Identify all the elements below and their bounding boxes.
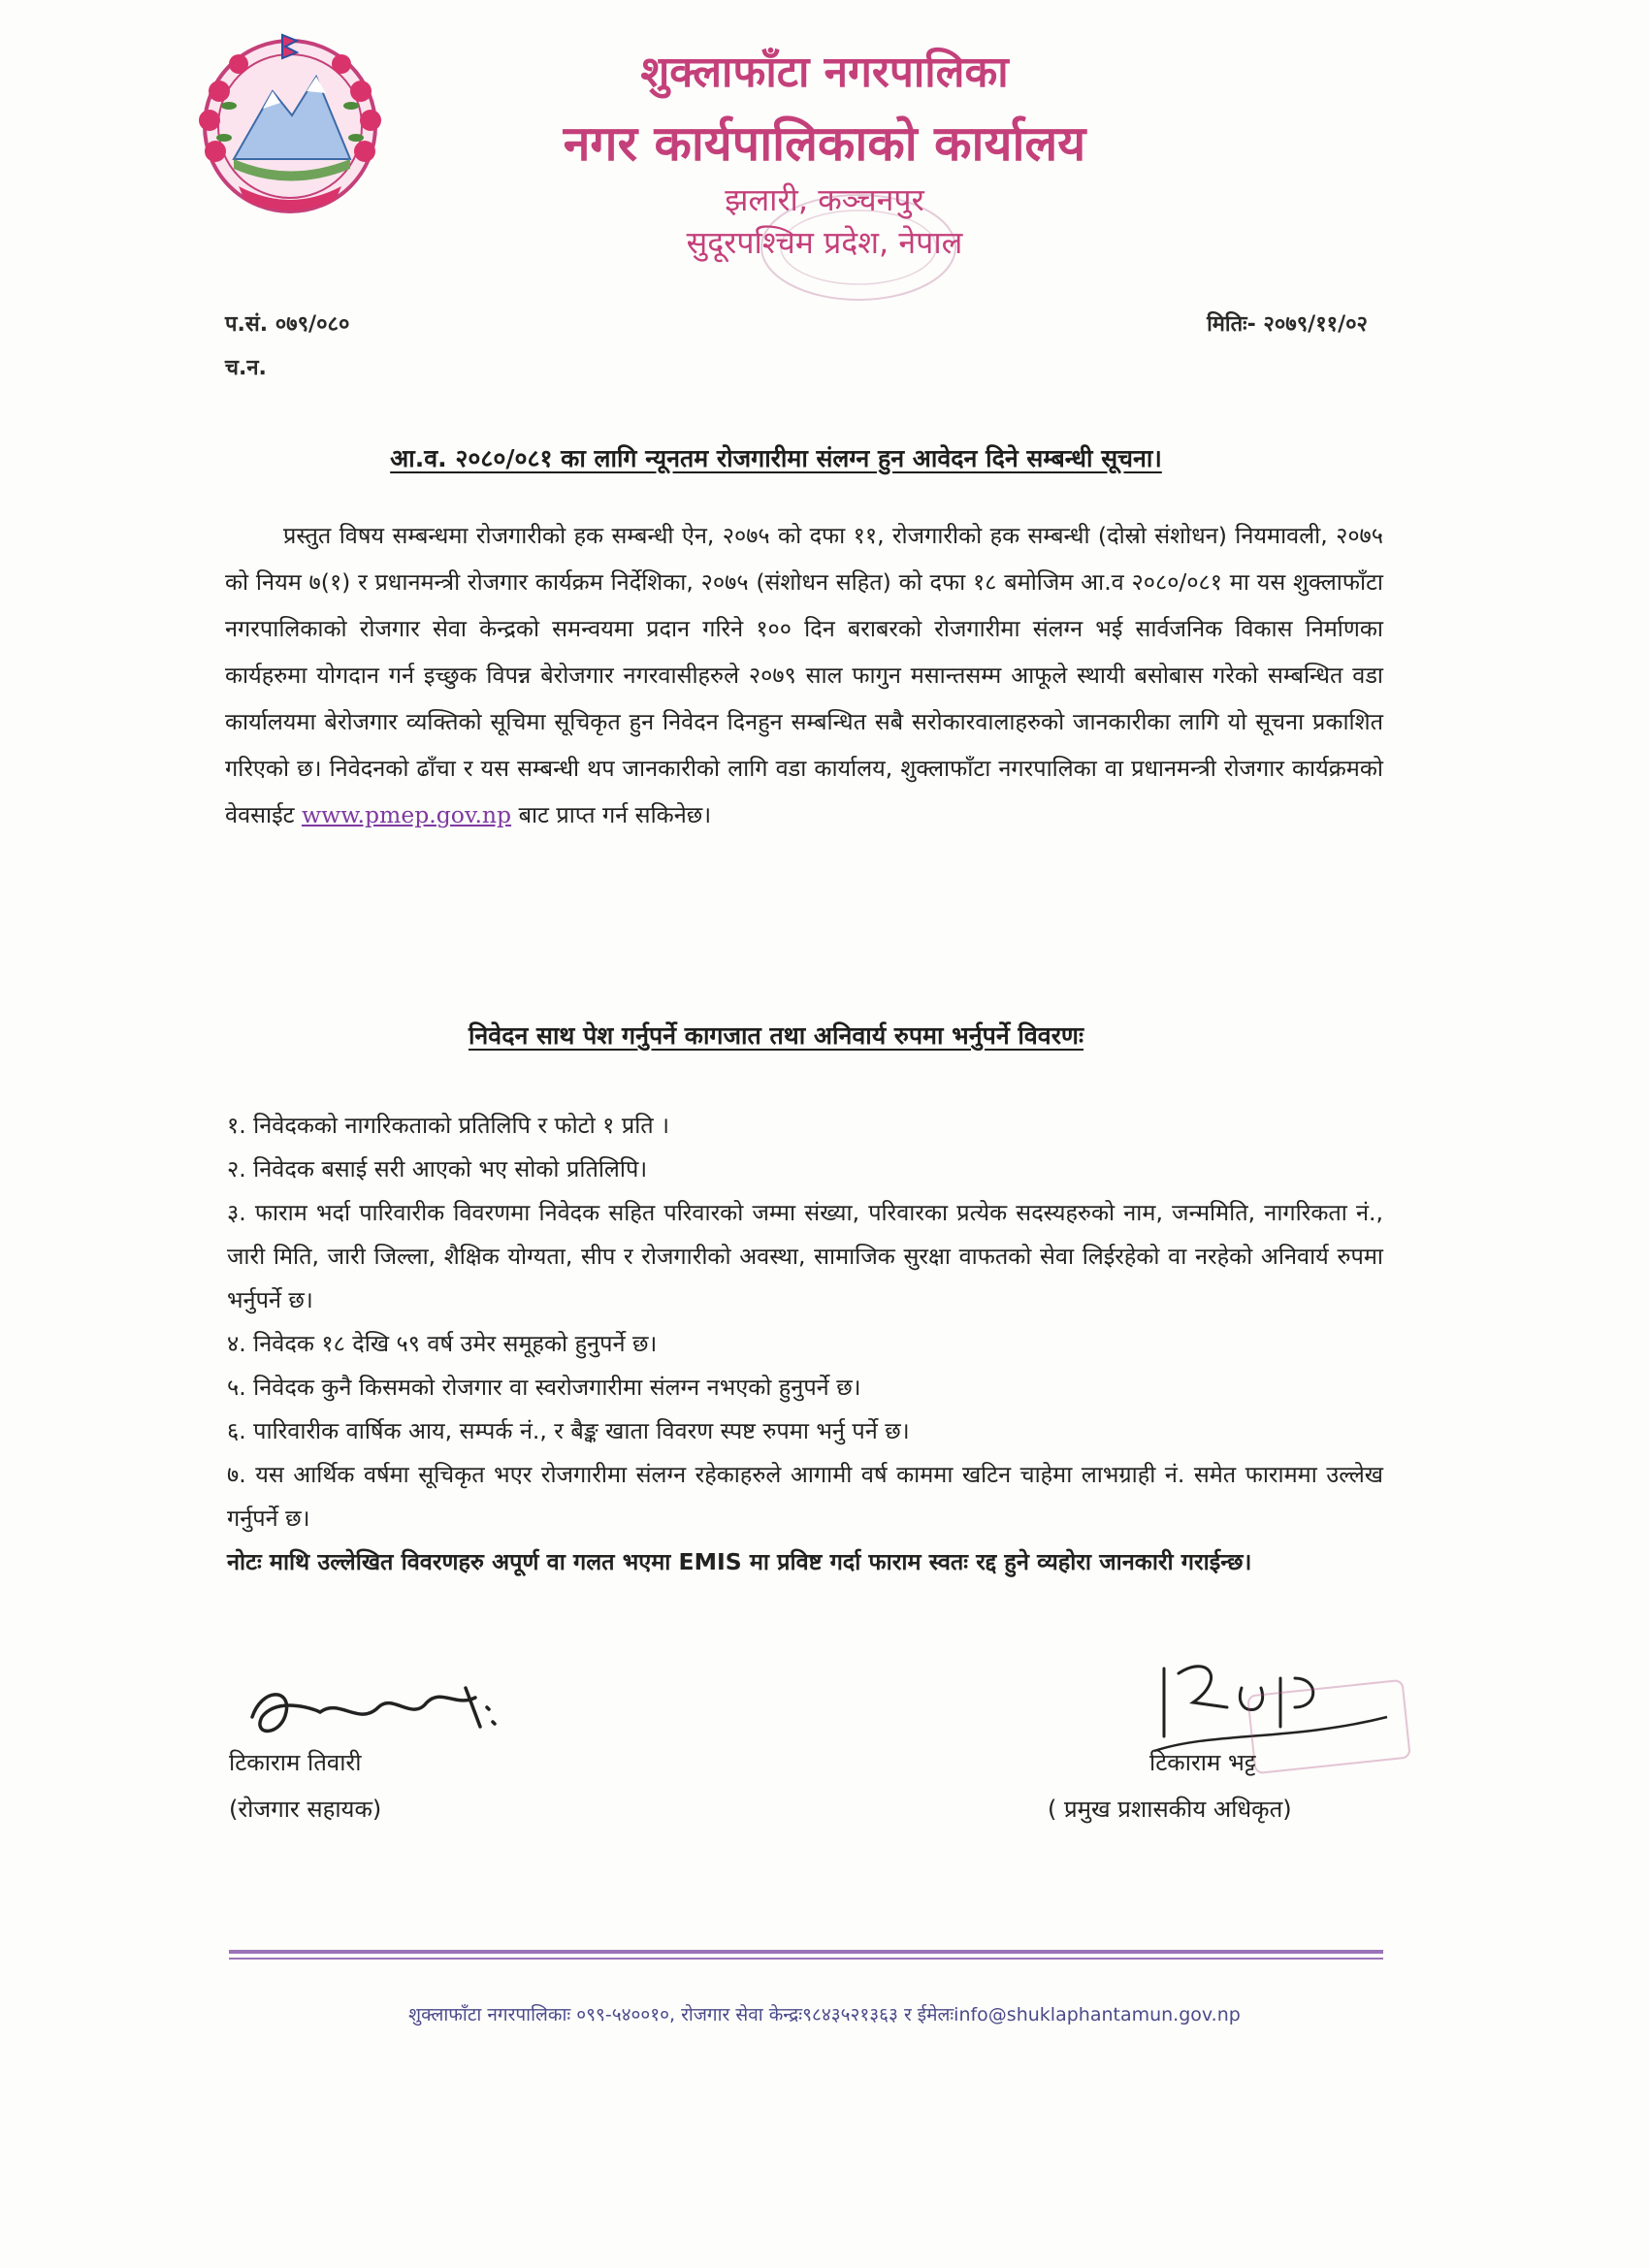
body-paragraph: प्रस्तुत विषय सम्बन्धमा रोजगारीको हक सम्बन्धी ऐन, २०७५ को दफा ११, रोजगारीको हक सम्बन्धी (दोस्रो संशोधन) नियमावली, २०७५ को नियम ७(१) र प्रधानमन्त्री रोजगार कार्यक्रम निर्देशिका, २०७५ (संशोधन सहित) को दफा १८ बमोजिम आ.व २०८०/०८१ मा यस शुक्लाफाँटा नगरपालिकाको रोजगार सेवा केन्द्रको समन्वयमा प्रदान गरिने १०० दिन बराबरको रोजगारीमा संलग्न भई सार्वजनिक विकास निर्माणका कार्यहरुमा योगदान गर्न इच्छुक विपन्न बेरोजगार नगरवासीहरुले २०७९ साल फागुन मसान्तसम्म आफूले स्थायी बसोबास गरेको सम्बन्धित वडा कार्यालयमा बेरोजगार व्यक्तिको सूचिमा सूचिकृत हुन निवेदन दिनहुन सम्बन्धित सबै सरोकारवालाहरुको जानकारीका लागि यो सूचना प्रकाशित गरिएको छ। निवेदनको ढाँचा र यस सम्बन्धी थप जानकारीको लागि वडा कार्यालय, शुक्लाफाँटा नगरपालिका वा प्रधानमन्त्री रोजगार कार्यक्रमको वेवसाईट xyxy=(225,522,1383,828)
documents-heading: निवेदन साथ पेश गर्नुपर्ने कागजात तथा अनिवार्य रुपमा भर्नुपर्ने विवरणः xyxy=(468,1021,1084,1050)
dispatch-number: च.न. xyxy=(225,356,267,380)
list-item: २. निवेदक बसाई सरी आएको भए सोको प्रतिलिपि। xyxy=(227,1155,648,1183)
list-item: ६. पारिवारीक वार्षिक आय, सम्पर्क नं., र बैङ्क खाता विवरण स्पष्ट रुपमा भर्नु पर्ने छ। xyxy=(227,1417,910,1444)
nepal-emblem-icon xyxy=(180,23,400,221)
municipality-name: शुक्लाफाँटा नगरपालिका xyxy=(640,48,1009,97)
list-item: ५. निवेदक कुनै किसमको रोजगार वा स्वरोजगारीमा संलग्न नभएको हुनुपर्ने छ। xyxy=(227,1374,861,1401)
requirements-list xyxy=(227,1104,1383,1584)
footer-divider-thin xyxy=(229,1958,1383,1960)
list-item: ३. फाराम भर्दा पारिवारीक विवरणमा निवेदक सहित परिवारको जम्मा संख्या, परिवारका प्रत्येक सदस्यहरुको नाम, जन्ममिति, नागरिकता नं., जारी मिति, जारी जिल्ला, शैक्षिक योग्यता, सीप र रोजगारीको अवस्था, सामाजिक सुरक्षा वाफतको सेवा लिईरहेको वा नरहेको अनिवार्य रुपमा भर्नुपर्ने छ। xyxy=(227,1199,1383,1313)
pmep-website-link[interactable]: www.pmep.gov.np xyxy=(301,801,512,828)
right-signatory-name: टिकाराम भट्ट xyxy=(1149,1749,1256,1776)
list-item: १. निवेदकको नागरिकताको प्रतिलिपि र फोटो १ प्रति । xyxy=(227,1112,670,1139)
reference-number: प.सं. ०७९/०८० xyxy=(225,312,350,337)
address-line-2: सुदूरपश्चिम प्रदेश, नेपाल xyxy=(686,224,963,261)
right-signatory-role: ( प्रमुख प्रशासकीय अधिकृत) xyxy=(1048,1796,1292,1823)
list-item: ४. निवेदक १८ देखि ५९ वर्ष उमेर समूहको हुनुपर्ने छ। xyxy=(227,1330,658,1357)
letter-date: मितिः- २०७९/११/०२ xyxy=(1207,312,1368,337)
office-stamp-icon xyxy=(757,190,960,305)
address-line-1: झलारी, कञ्चनपुर xyxy=(725,181,924,218)
note-text: नोटः माथि उल्लेखित विवरणहरु अपूर्ण वा गलत भएमा EMIS मा प्रविष्ट गर्दा फाराम स्वतः रद्द हुने व्यहोरा जानकारी गराईन्छ। xyxy=(227,1548,1252,1575)
notice-body xyxy=(225,512,1383,838)
footer-divider xyxy=(229,1950,1383,1954)
footer-contact: शुक्लाफाँटा नगरपालिकाः ०९९-५४००१०, रोजगार सेवा केन्द्रः९८४३५२१३६३ र ईमेलःinfo@shuklaphantamun.gov.np xyxy=(408,2004,1241,2025)
list-item: ७. यस आर्थिक वर्षमा सूचिकृत भएर रोजगारीमा संलग्न रहेकाहरुले आगामी वर्ष काममा खटिन चाहेमा लाभग्राही नं. समेत फाराममा उल्लेख गर्नुपर्ने छ। xyxy=(227,1461,1383,1532)
left-signatory-name: टिकाराम तिवारी xyxy=(229,1749,362,1776)
body-paragraph-end: बाट प्राप्त गर्न सकिनेछ। xyxy=(511,801,712,828)
left-signature-icon xyxy=(233,1669,524,1756)
notice-title: आ.व. २०८०/०८१ का लागि न्यूनतम रोजगारीमा संलग्न हुन आवेदन दिने सम्बन्धी सूचना। xyxy=(390,444,1162,472)
left-signatory-role: (रोजगार सहायक) xyxy=(229,1796,382,1823)
office-name: नगर कार्यपालिकाको कार्यालय xyxy=(563,115,1086,172)
